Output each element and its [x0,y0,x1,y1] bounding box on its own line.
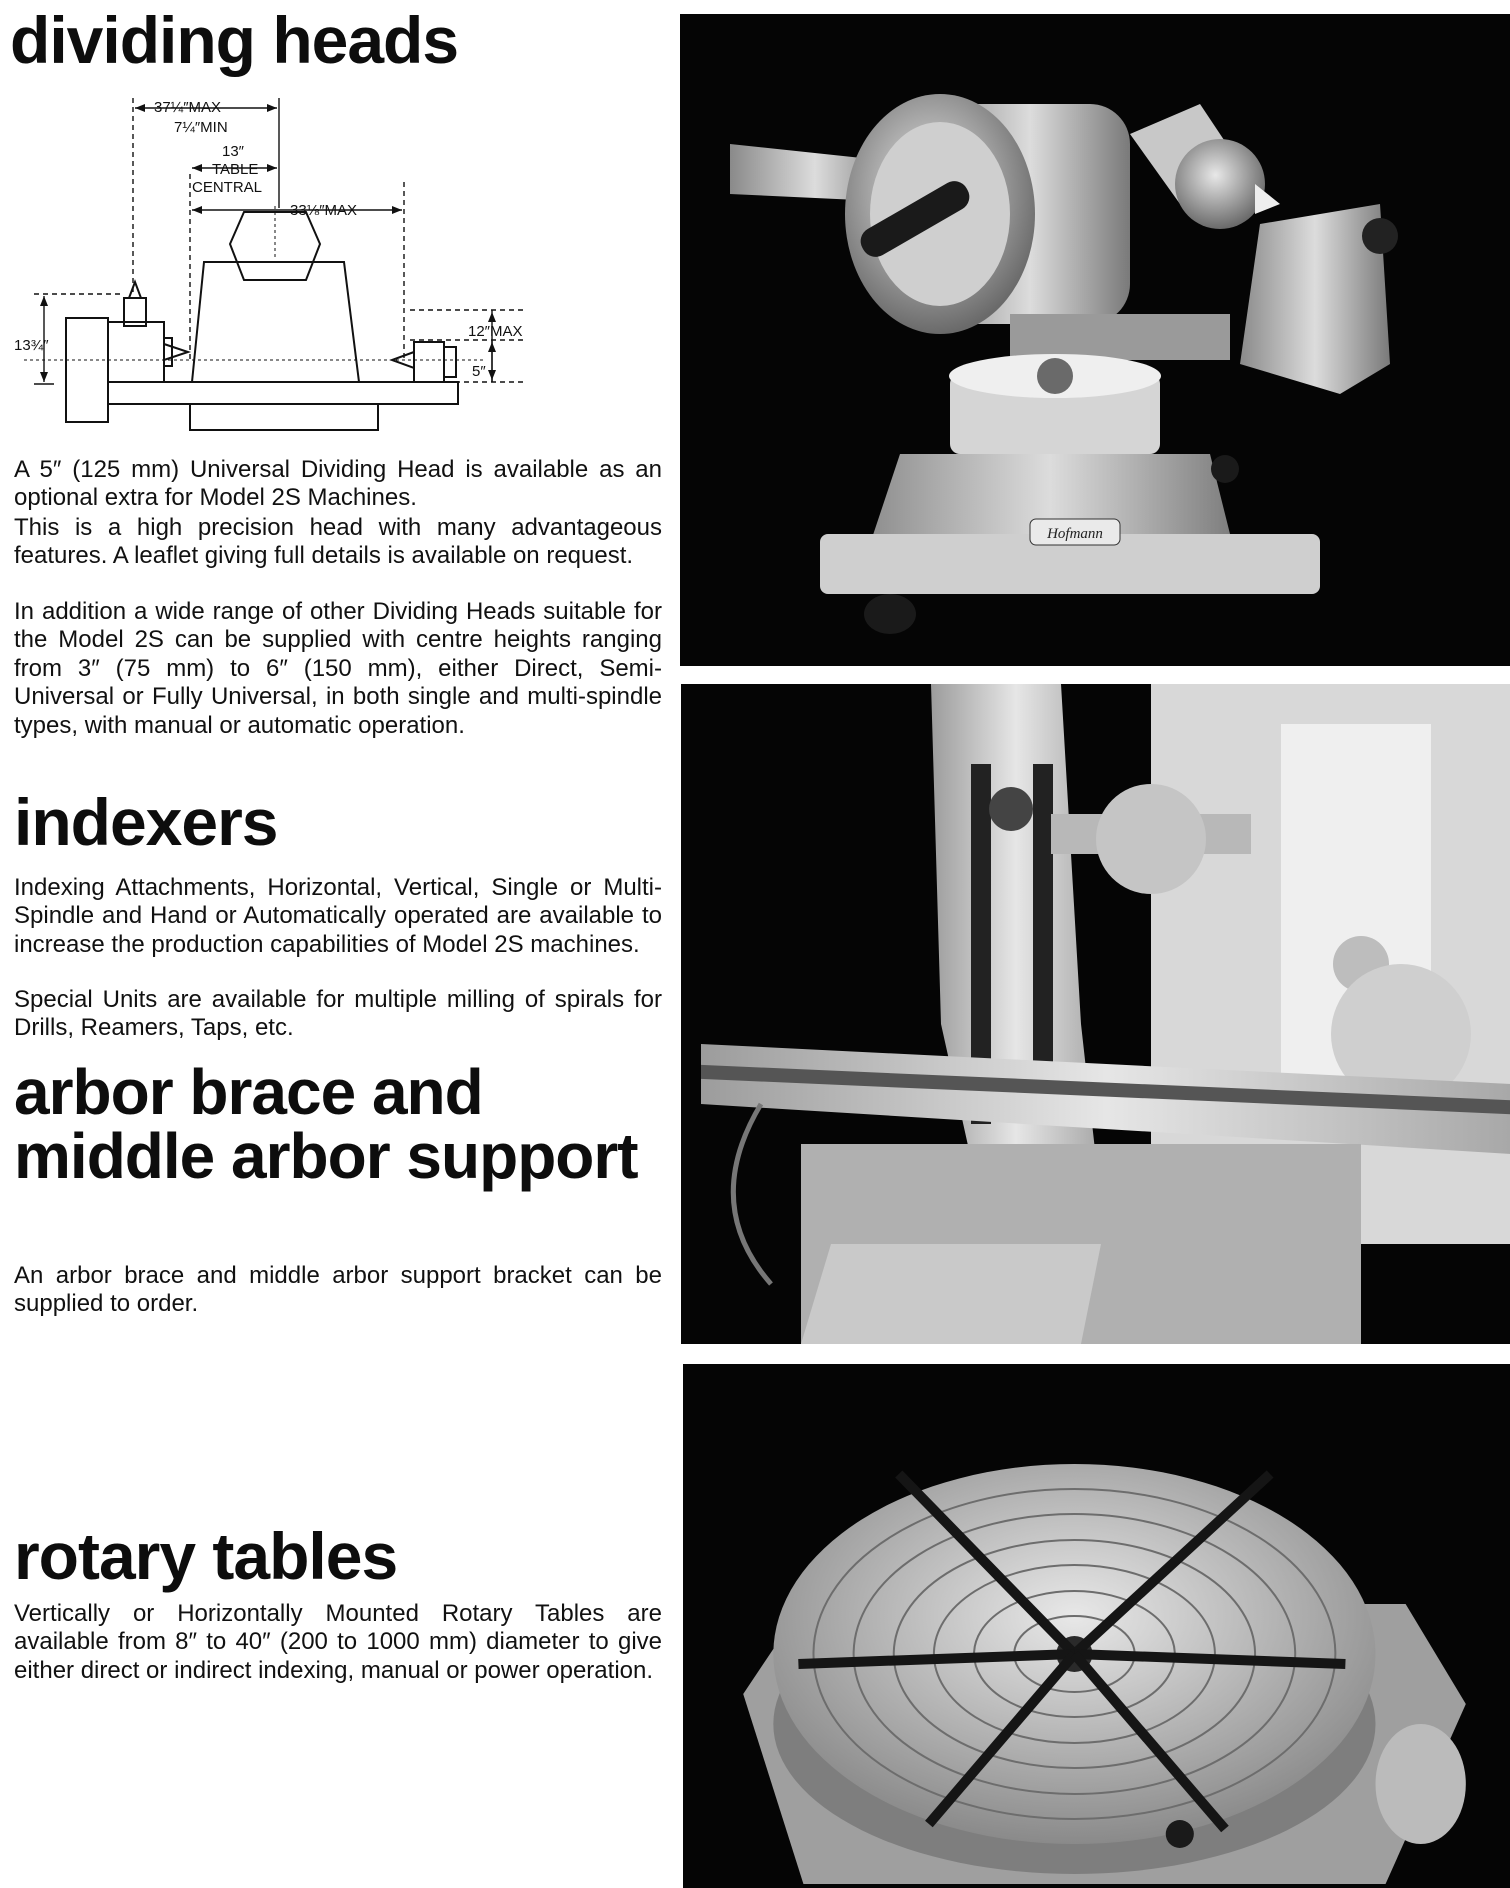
dim-table-central: CENTRAL [192,179,263,196]
dim-5-label: 5″ [472,363,486,380]
dim-table-value: 13″ [222,143,244,160]
dividing-heads-paragraph-3: In addition a wide range of other Dividing Heads suitable for the Model 2S can be supplied with centre heights ranging from 3″ (75 mm) to 6″ (150 mm), either Direct, Semi-Universal or Fully Universal, in both single and multi-spindle types, with manual or automatic operation. [14,598,662,739]
dim-max-label: 37¼″MAX [154,99,222,116]
dividing-heads-paragraph-2: This is a high precision head with many advantageous features. A leaflet giving full details is available on request. [14,514,662,570]
heading-dividing-heads: dividing heads [10,3,459,77]
dividing-heads-paragraph-1: A 5″ (125 mm) Universal Dividing Head is available as an optional extra for Model 2S Machines. [14,456,662,512]
dim-height-label: 13¾″ [14,337,49,354]
text-column [0,0,675,1888]
dim-33-label: 33⅛″MAX [290,202,358,219]
indexers-paragraph-1: Indexing Attachments, Horizontal, Vertical, Single or Multi-Spindle and Hand or Automatically operated are available to increase the production capabilities of Model 2S machines. [14,874,662,958]
dividing-head-photo [680,14,1510,666]
indexers-paragraph-2: Special Units are available for multiple milling of spirals for Drills, Reamers, Taps, etc. [14,986,662,1042]
heading-arbor-brace: arbor brace and middle arbor support [14,1056,638,1192]
arbor-brace-paragraph: An arbor brace and middle arbor support bracket can be supplied to order. [14,1262,662,1318]
rotary-tables-paragraph: Vertically or Horizontally Mounted Rotary Tables are available from 8″ to 40″ (200 to 1000 mm) diameter to give either direct or indirect indexing, manual or power operation. [14,1600,662,1684]
dim-table-word: TABLE [212,161,259,178]
heading-indexers: indexers [14,785,278,859]
arbor-brace-machine-photo [681,684,1510,1344]
dividing-head-dimension-diagram [14,92,540,442]
dim-12-label: 12″MAX [468,323,523,340]
dim-min-label: 7¼″MIN [174,119,228,136]
heading-rotary-tables: rotary tables [14,1519,398,1593]
rotary-table-photo [683,1364,1510,1888]
hofmann-plate-text: Hofmann [1047,526,1103,542]
